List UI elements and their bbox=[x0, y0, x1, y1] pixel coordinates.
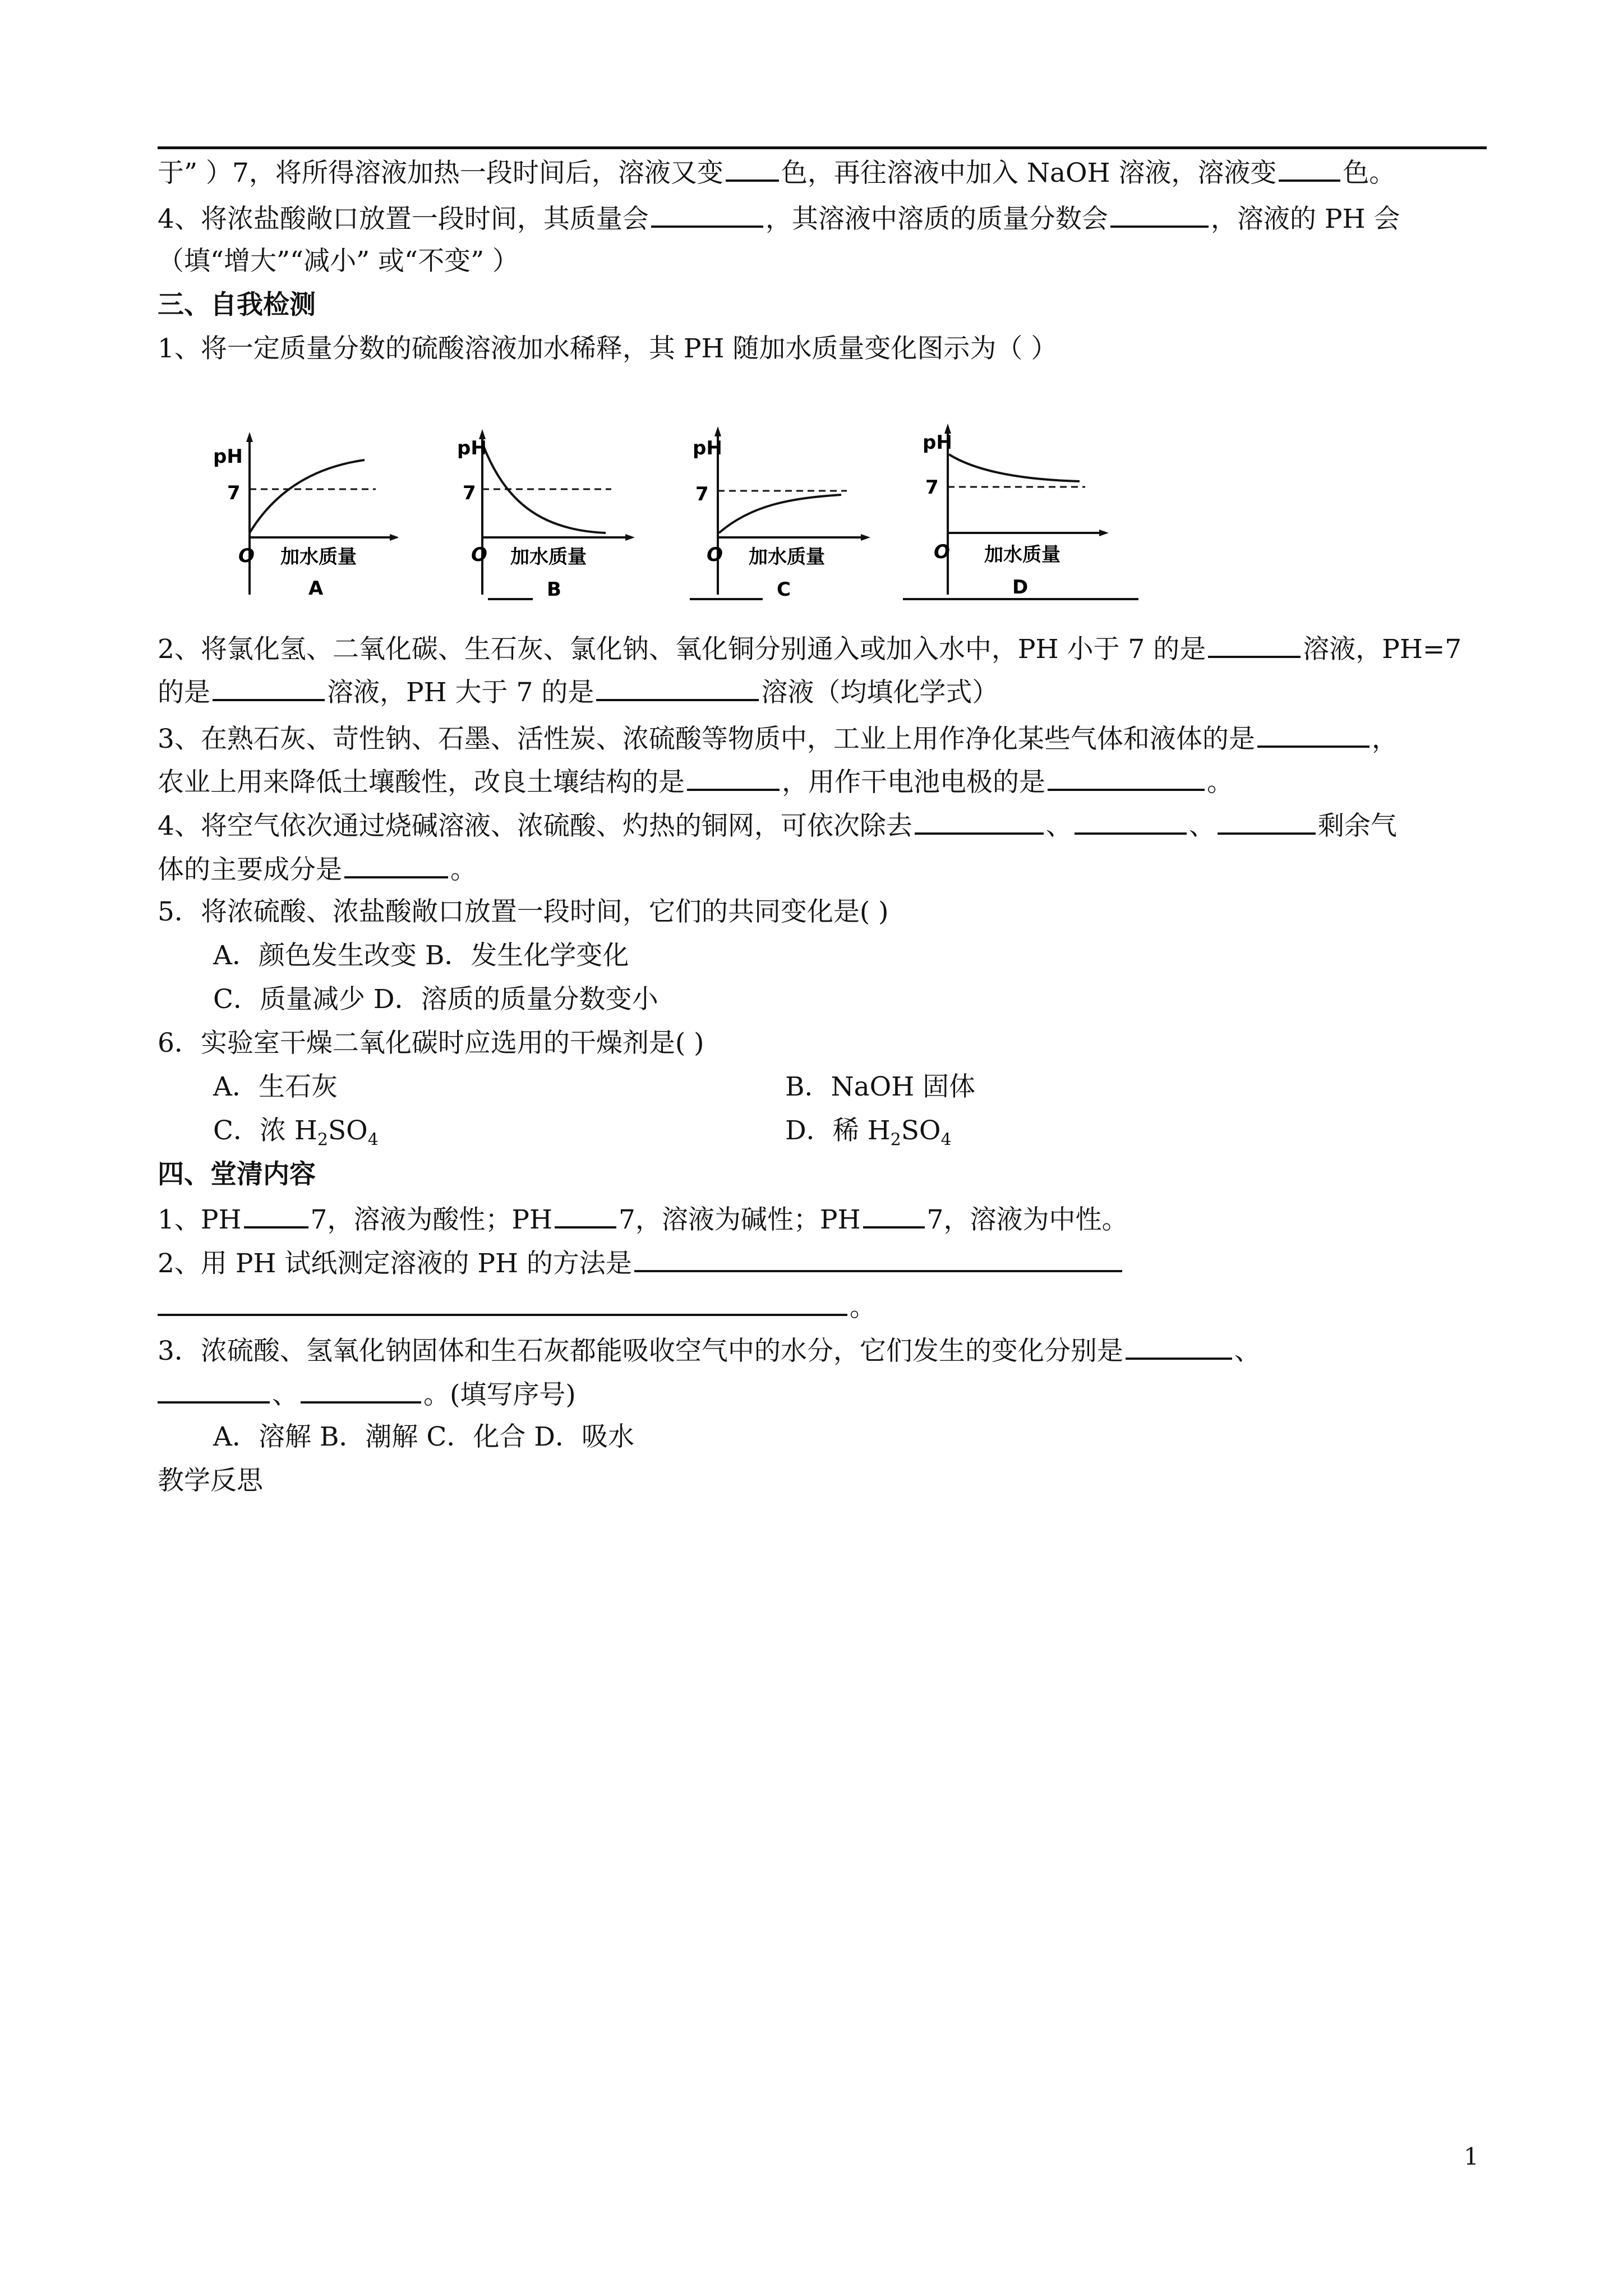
answer-blank[interactable] bbox=[596, 674, 759, 701]
origin-label: O bbox=[238, 545, 255, 567]
answer-blank[interactable] bbox=[687, 764, 780, 791]
header-rule bbox=[158, 146, 1487, 149]
question-5-options-ab: A．颜色发生改变 B．发生化学变化 bbox=[213, 940, 629, 971]
option-b-label: B bbox=[547, 578, 561, 601]
seven-label: 7 bbox=[463, 482, 476, 504]
option-c-label: C bbox=[777, 578, 791, 601]
answer-blank[interactable] bbox=[1075, 808, 1187, 835]
question-5: 5．将浓硫酸、浓盐酸敞口放置一段时间，它们的共同变化是( ) bbox=[158, 896, 889, 927]
graph-b bbox=[426, 421, 651, 606]
question-2-cont: 的是 溶液，PH 大于 7 的是 溶液（均填化学式） bbox=[158, 674, 998, 710]
answer-blank[interactable] bbox=[158, 1377, 270, 1404]
option-d: D．稀 $H_2SO_4$ bbox=[785, 1115, 952, 1150]
answer-blank[interactable] bbox=[1257, 721, 1370, 748]
origin-label: O bbox=[471, 544, 487, 566]
question-5-options-cd: C．质量减少 D．溶质的质量分数变小 bbox=[213, 984, 658, 1015]
x-axis-label: 加水质量 bbox=[749, 546, 825, 568]
review-3-cont: 、 。(填写序号) bbox=[158, 1377, 576, 1412]
review-1: 1、PH 7，溶液为酸性；PH 7，溶液为碱性；PH 7，溶液为中性。 bbox=[158, 1202, 1128, 1237]
answer-blank[interactable] bbox=[1208, 631, 1301, 658]
option-d-label: D bbox=[1012, 576, 1029, 599]
section-heading-3: 三、自我检测 bbox=[158, 289, 316, 320]
x-axis-label: 加水质量 bbox=[984, 544, 1061, 566]
question-4-self: 4、将空气依次通过烧碱溶液、浓硫酸、灼热的铜网，可依次除去 、 、 剩余气 bbox=[158, 808, 1397, 843]
question-2: 2、将氯化氢、二氧化碳、生石灰、氯化钠、氧化铜分别通入或加入水中，PH 小于 7 的是 溶液，PH=7 bbox=[158, 631, 1461, 666]
ph-graphs bbox=[163, 421, 1150, 606]
option-b: B．NaOH 固体 bbox=[785, 1071, 976, 1102]
answer-blank[interactable] bbox=[244, 1202, 308, 1228]
question-1: 1、将一定质量分数的硫酸溶液加水稀释，其 PH 随加水质量变化图示为（ ） bbox=[158, 333, 1058, 364]
option-a: A．生石灰 bbox=[213, 1071, 338, 1102]
y-axis-label: pH bbox=[923, 431, 952, 454]
x-axis-label: 加水质量 bbox=[280, 546, 357, 568]
origin-label: O bbox=[934, 541, 950, 563]
page-number: 1 bbox=[1464, 2143, 1479, 2170]
answer-blank[interactable] bbox=[158, 1289, 847, 1316]
teaching-reflection: 教学反思 bbox=[158, 1465, 263, 1496]
graph-c bbox=[662, 421, 886, 606]
answer-blank[interactable] bbox=[1218, 808, 1316, 835]
graph-a bbox=[196, 421, 398, 606]
graph-d bbox=[892, 421, 1150, 606]
y-axis-label: pH bbox=[457, 437, 487, 459]
answer-blank[interactable] bbox=[915, 808, 1044, 835]
origin-label: O bbox=[707, 544, 723, 566]
question-4: 4、将浓盐酸敞口放置一段时间，其质量会 ，其溶液中溶质的质量分数会 ，溶液的 PH 会 bbox=[158, 201, 1400, 236]
review-2-cont: 。 bbox=[158, 1289, 876, 1324]
review-3-options: A．溶解 B．潮解 C．化合 D．吸水 bbox=[213, 1421, 634, 1452]
y-axis-label: pH bbox=[213, 445, 243, 468]
x-axis-label: 加水质量 bbox=[510, 546, 587, 568]
instruction: （填“增大”“减小” 或“不变” ） bbox=[158, 246, 519, 277]
option-c: C．浓 $H_2SO_4$ bbox=[213, 1115, 379, 1150]
answer-blank[interactable] bbox=[1279, 155, 1340, 182]
seven-label: 7 bbox=[695, 483, 709, 505]
question-3-cont: 农业上用来降低土壤酸性，改良土壤结构的是 ，用作干电池电极的是 。 bbox=[158, 764, 1233, 799]
answer-blank[interactable] bbox=[555, 1202, 616, 1228]
answer-blank[interactable] bbox=[301, 1377, 421, 1404]
answer-blank[interactable] bbox=[1110, 201, 1209, 228]
question-4-cont: 体的主要成分是 。 bbox=[158, 852, 477, 887]
answer-blank[interactable] bbox=[213, 674, 325, 701]
seven-label: 7 bbox=[925, 476, 939, 499]
answer-blank[interactable] bbox=[634, 1245, 1122, 1272]
answer-blank[interactable] bbox=[863, 1202, 925, 1228]
question-3: 3、在熟石灰、苛性钠、石墨、活性炭、浓硫酸等物质中，工业上用作净化某些气体和液体的是 ， bbox=[158, 721, 1398, 756]
option-a-label: A bbox=[308, 577, 324, 600]
section-heading-4: 四、堂清内容 bbox=[158, 1159, 316, 1190]
answer-blank[interactable] bbox=[651, 201, 763, 228]
question-6: 6．实验室干燥二氧化碳时应选用的干燥剂是( ) bbox=[158, 1028, 704, 1059]
y-axis-label: pH bbox=[693, 437, 722, 459]
review-2: 2、用 PH 试纸测定溶液的 PH 的方法是 bbox=[158, 1245, 1124, 1281]
review-3: 3．浓硫酸、氢氧化钠固体和生石灰都能吸收空气中的水分，它们发生的变化分别是 、 bbox=[158, 1333, 1261, 1368]
answer-blank[interactable] bbox=[726, 155, 779, 182]
answer-blank[interactable] bbox=[1126, 1333, 1232, 1360]
answer-blank[interactable] bbox=[344, 852, 448, 878]
line-continuation: 于” ）7，将所得溶液加热一段时间后，溶液又变 色，再往溶液中加入 NaOH 溶液，溶液变 色。 bbox=[158, 155, 1395, 190]
answer-blank[interactable] bbox=[1048, 764, 1205, 791]
seven-label: 7 bbox=[227, 482, 241, 504]
